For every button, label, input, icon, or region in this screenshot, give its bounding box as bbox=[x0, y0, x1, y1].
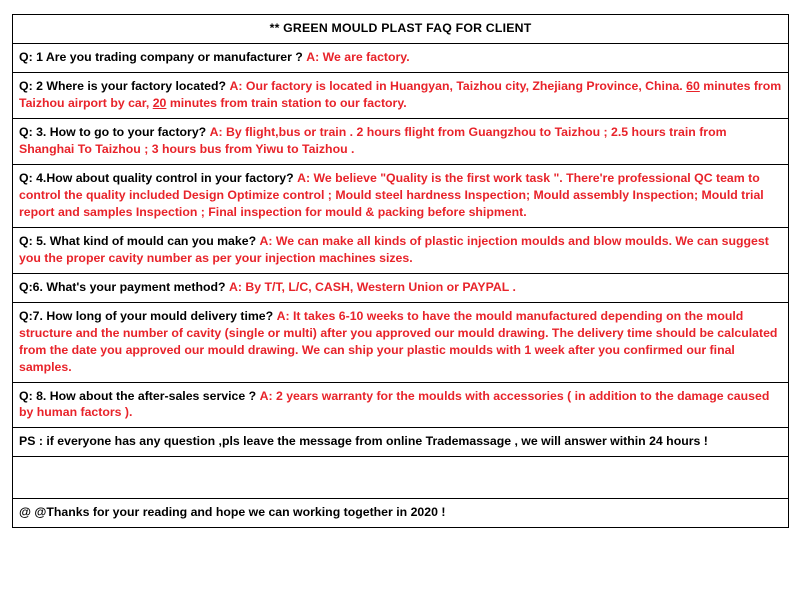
table-row bbox=[13, 118, 789, 164]
table-row bbox=[13, 164, 789, 227]
answer-text: A: 2 years warranty for the moulds with accessories ( in addition to the damage caused by human factors ). bbox=[19, 388, 770, 420]
table-row-title bbox=[13, 15, 789, 44]
answer-text: A: We believe "Quality is the first work task ". There're professional QC team to control the quality included Design Optimize control ; Mould steel hardness Inspection; Mould assembly Inspection; Mould trial report and samples Inspection ; Final inspection for mould & packing before shipment. bbox=[19, 170, 764, 219]
answer-text-part1: A: Our factory is located in Huangyan, Taizhou city, Zhejiang Province, China. bbox=[229, 78, 683, 93]
answer-text: A: It takes 6-10 weeks to have the mould manufactured depending on the mould structure and the number of cavity (single or multi) after you approved our mould drawing. The delivery time should be calculated from the date you approved our mould drawing. We can ship your plastic moulds with 1 week after you confirmed our final samples. bbox=[19, 308, 778, 374]
question-text: Q: 3. How to go to your factory? bbox=[19, 124, 207, 139]
table-row bbox=[13, 382, 789, 428]
faq-item-q4 bbox=[13, 164, 789, 227]
table-row-empty bbox=[13, 457, 789, 499]
table-row bbox=[13, 499, 789, 528]
answer-underline-20: 20 bbox=[152, 95, 167, 110]
question-text: Q:6. What's your payment method? bbox=[19, 279, 226, 294]
question-text: Q: 2 Where is your factory located? bbox=[19, 78, 227, 93]
answer-underline-60: 60 bbox=[686, 78, 700, 93]
faq-table bbox=[12, 14, 789, 528]
page-title: ** GREEN MOULD PLAST FAQ FOR CLIENT bbox=[13, 15, 789, 44]
faq-item-q5 bbox=[13, 227, 789, 273]
table-row bbox=[13, 43, 789, 72]
table-row bbox=[13, 72, 789, 118]
question-text: Q: 1 Are you trading company or manufacturer ? bbox=[19, 49, 303, 64]
answer-text: A: We can make all kinds of plastic injection moulds and blow moulds. We can suggest you the proper cavity number as per your injection machines sizes. bbox=[19, 233, 769, 265]
footer-note: PS : if everyone has any question ,pls leave the message from online Trademassage , we will answer within 24 hours ! bbox=[13, 428, 789, 457]
faq-item-q2 bbox=[13, 72, 789, 118]
thanks-message: @ @Thanks for your reading and hope we can working together in 2020 ! bbox=[13, 499, 789, 528]
table-row bbox=[13, 428, 789, 457]
faq-item-q6 bbox=[13, 273, 789, 302]
answer-text-part2: minutes from Taizhou airport by car, bbox=[19, 78, 782, 110]
question-text: Q: 4.How about quality control in your factory? bbox=[19, 170, 294, 185]
question-text: Q: 5. What kind of mould can you make? bbox=[19, 233, 257, 248]
table-row bbox=[13, 302, 789, 382]
answer-text: A: By T/T, L/C, CASH, Western Union or PAYPAL . bbox=[228, 279, 516, 294]
answer-text-part3: minutes from train station to our factory. bbox=[169, 95, 407, 110]
empty-cell bbox=[13, 457, 789, 499]
answer-text: A: By flight,bus or train . 2 hours flight from Guangzhou to Taizhou ; 2.5 hours train from Shanghai To Taizhou ; 3 hours bus from Yiwu to Taizhou . bbox=[19, 124, 727, 156]
question-text: Q:7. How long of your mould delivery time? bbox=[19, 308, 274, 323]
question-text: Q: 8. How about the after-sales service ? bbox=[19, 388, 257, 403]
table-row bbox=[13, 273, 789, 302]
faq-item-q1 bbox=[13, 43, 789, 72]
faq-item-q8 bbox=[13, 382, 789, 428]
faq-item-q7 bbox=[13, 302, 789, 382]
answer-text: A: We are factory. bbox=[306, 49, 410, 64]
table-row bbox=[13, 227, 789, 273]
faq-item-q3 bbox=[13, 118, 789, 164]
